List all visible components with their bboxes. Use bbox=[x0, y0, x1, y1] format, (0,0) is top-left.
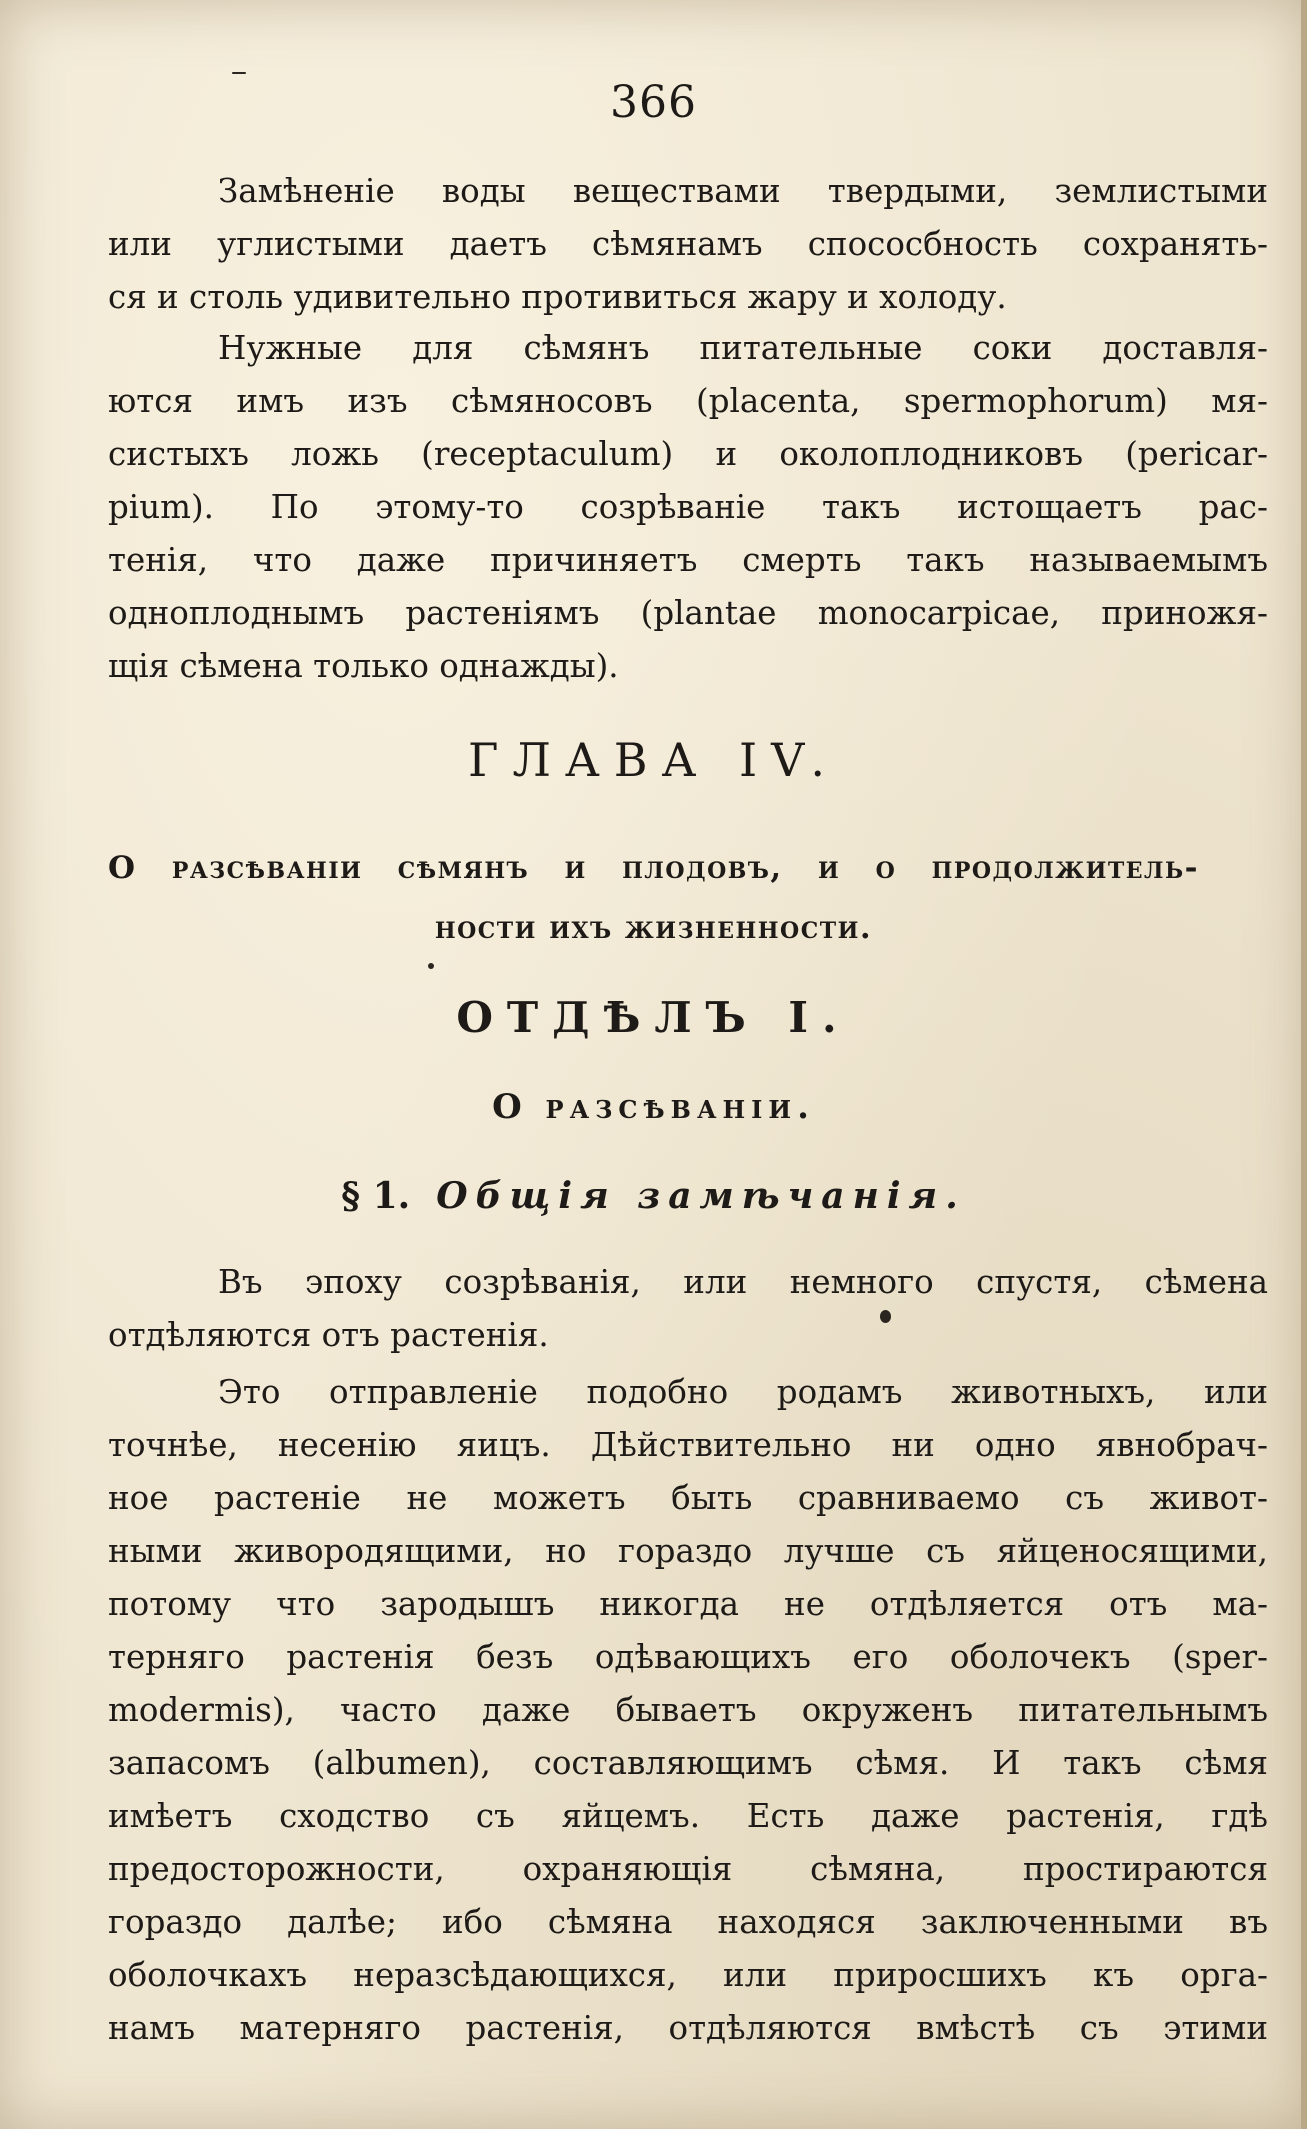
text-line: оболочкахъ неразсѣдающихся, или приросшихъ къ орга- bbox=[108, 1956, 1268, 1994]
text-line: modermis), часто даже бываетъ окруженъ питательнымъ bbox=[108, 1691, 1268, 1729]
paragraph-title: Общія замѣчанія. bbox=[436, 1175, 966, 1217]
text-line: запасомъ (albumen), составляющимъ сѣмя. И такъ сѣмя bbox=[108, 1744, 1268, 1782]
chapter-title-line: ности ихъ жизненности. bbox=[434, 910, 873, 946]
text-line: или углистыми даетъ сѣмянамъ спососбность сохранять- bbox=[108, 225, 1268, 263]
chapter-title-line: О разсѣваніи сѣмянъ и плодовъ, и о продолжитель- bbox=[108, 850, 1199, 886]
text-line: ными живородящими, но гораздо лучше съ яйценосящими, bbox=[108, 1532, 1268, 1570]
text-line: Это отправленіе подобно родамъ животныхъ, или bbox=[218, 1373, 1268, 1411]
ink-speck bbox=[232, 72, 246, 74]
text-line: тенія, что даже причиняетъ смерть такъ называемымъ bbox=[108, 541, 1268, 579]
text-line: ся и столь удивительно противиться жару и холоду. bbox=[108, 278, 1007, 316]
text-line: предосторожности, охраняющія сѣмяна, простираются bbox=[108, 1850, 1268, 1888]
paragraph-1 bbox=[108, 165, 1268, 324]
paragraph-symbol: § 1. bbox=[341, 1175, 411, 1217]
text-line: Замѣненіе воды веществами твердыми, землистыми bbox=[218, 172, 1268, 210]
text-line: ное растеніе не можетъ быть сравниваемо съ живот- bbox=[108, 1479, 1268, 1517]
chapter-heading: ГЛАВА IV. bbox=[468, 733, 839, 787]
text-line: точнѣе, несенію яицъ. Дѣйствительно ни одно явнобрач- bbox=[108, 1426, 1268, 1464]
text-line: однoплоднымъ растеніямъ (plantae monocarpicae, приножя- bbox=[108, 594, 1268, 632]
text-line: щія сѣмена только однажды). bbox=[108, 647, 619, 685]
page-number: 366 bbox=[610, 77, 697, 128]
chapter-title bbox=[0, 838, 1307, 958]
text-line: Нужные для сѣмянъ питательные соки доставля- bbox=[218, 329, 1268, 367]
paragraph-2 bbox=[108, 322, 1268, 693]
ink-speck bbox=[428, 963, 434, 969]
text-line: потому что зародышъ никогда не отдѣляется отъ ма- bbox=[108, 1585, 1268, 1623]
text-line: ются имъ изъ сѣмяносовъ (placenta, spermophorum) мя- bbox=[108, 382, 1268, 420]
text-line: терняго растенія безъ одѣвающихъ его оболочекъ (sper- bbox=[108, 1638, 1268, 1676]
paragraph-4 bbox=[108, 1366, 1268, 2055]
ink-speck bbox=[880, 1310, 891, 1323]
paragraph-3 bbox=[108, 1256, 1268, 1362]
text-line: отдѣляются отъ растенія. bbox=[108, 1316, 549, 1354]
text-line: Въ эпоху созрѣванія, или немного спустя, сѣмена bbox=[218, 1263, 1268, 1301]
subsection-heading: О разсѣваніи. bbox=[492, 1087, 815, 1127]
section-heading: ОТДѢЛЪ I. bbox=[456, 993, 851, 1042]
text-line: намъ матерняго растенія, отдѣляются вмѣстѣ съ этими bbox=[108, 2009, 1268, 2047]
text-line: имѣетъ сходство съ яйцемъ. Есть даже растенія, гдѣ bbox=[108, 1797, 1268, 1835]
page-edge bbox=[1301, 0, 1307, 2129]
text-line: гораздо далѣе; ибо сѣмяна находяся заключенными въ bbox=[108, 1903, 1268, 1941]
text-line: pium). По этому-то созрѣваніе такъ истощаетъ рас- bbox=[108, 488, 1268, 526]
paragraph-heading bbox=[0, 1172, 1307, 1220]
text-line: систыхъ ложь (receptaculum) и околоплодниковъ (pericar- bbox=[108, 435, 1268, 473]
